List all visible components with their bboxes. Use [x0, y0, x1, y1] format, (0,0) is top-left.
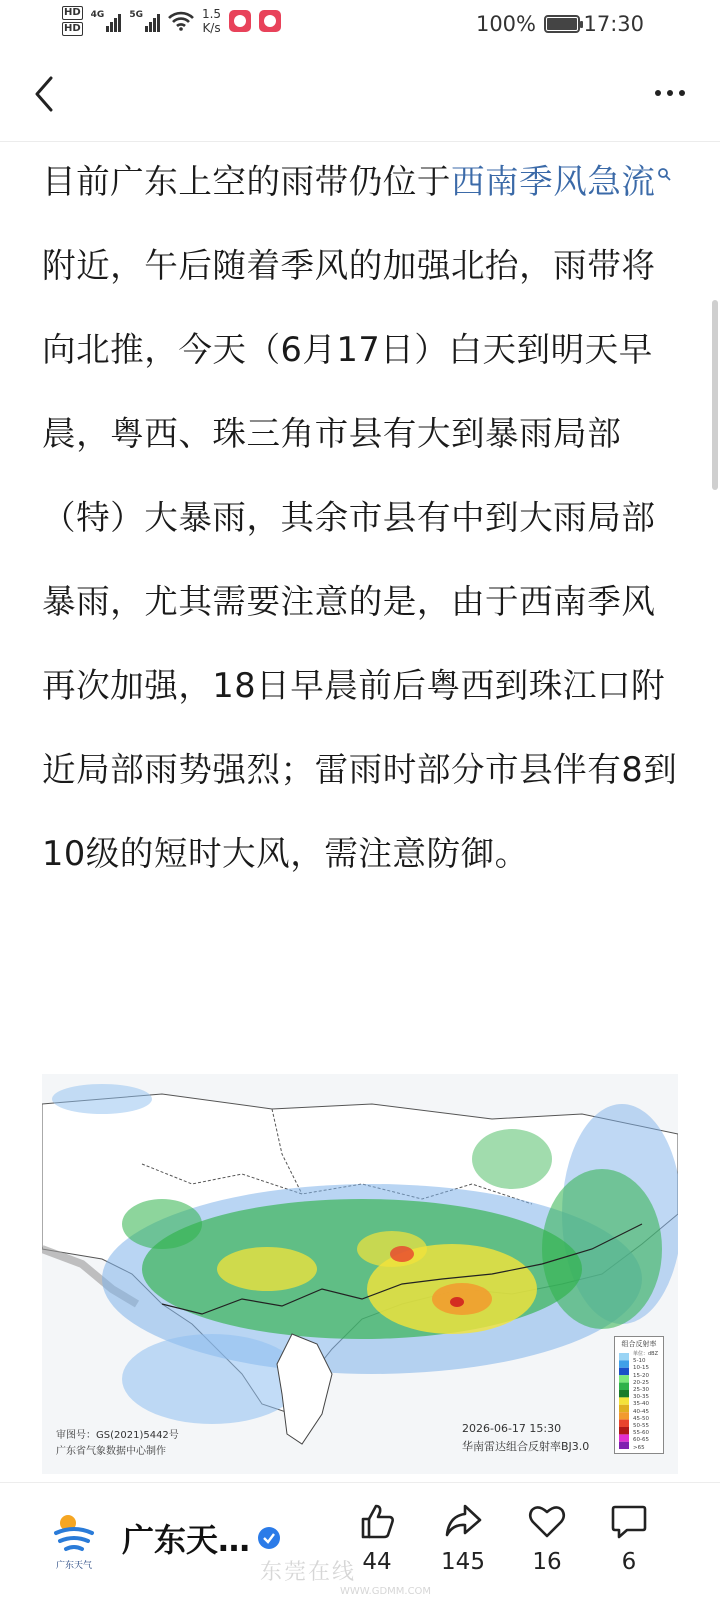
hd-badge: HD [64, 7, 81, 18]
legend-title: 组合反射率 [621, 1340, 657, 1348]
back-button[interactable] [24, 72, 64, 116]
clock: 17:30 [583, 12, 644, 36]
app-notification-icon [259, 10, 281, 32]
legend-value: >65 [633, 1444, 645, 1451]
comment-bubble-icon [609, 1501, 649, 1541]
network-type-label: 4G [90, 10, 105, 20]
sun-cloud-logo-icon [46, 1509, 102, 1555]
legend-value: 25-30 [633, 1387, 649, 1394]
map-approval-number: 审图号：GS(2021)5442号 [56, 1430, 179, 1441]
radar-map-image[interactable] [42, 1074, 678, 1474]
legend-value: 20-25 [633, 1379, 649, 1386]
speed-unit: K/s [202, 21, 221, 35]
scrollbar[interactable] [712, 300, 718, 490]
share-button[interactable] [428, 1501, 498, 1575]
battery-group [476, 12, 580, 36]
map-producer: 广东省气象数据中心制作 [56, 1446, 166, 1457]
legend-value: 15-20 [633, 1372, 649, 1379]
verified-badge-icon [258, 1527, 280, 1549]
author-avatar[interactable] [46, 1509, 102, 1571]
author-name: 广东天… [122, 1521, 251, 1559]
topic-link-label: 西南季风急流 [450, 162, 656, 202]
more-dot [679, 90, 685, 96]
logo-label: 广东天气 [55, 1561, 92, 1571]
signal-icon [91, 10, 122, 32]
thumbs-up-icon [357, 1501, 397, 1541]
legend-value: 10-15 [633, 1365, 649, 1372]
wifi-icon [168, 11, 194, 31]
like-button[interactable] [342, 1501, 412, 1575]
bottom-action-bar [0, 1482, 720, 1600]
legend-value: 60-65 [633, 1437, 649, 1444]
app-notification-icon [229, 10, 251, 32]
legend-labels [633, 1351, 658, 1452]
battery-icon [544, 15, 580, 33]
radar-datetime: 2026-06-17 15:30 [462, 1422, 562, 1435]
legend-color-scale [619, 1353, 629, 1449]
comment-button[interactable] [594, 1501, 664, 1575]
signal-icon [129, 10, 160, 32]
topic-link[interactable] [451, 162, 671, 201]
legend-value: 30-35 [633, 1394, 649, 1401]
more-options-button[interactable] [648, 78, 692, 108]
legend-value: 50-55 [633, 1423, 649, 1430]
status-left-group [62, 6, 281, 36]
comment-count: 6 [621, 1549, 637, 1575]
radar-legend [614, 1336, 664, 1454]
article-text: 目前广东上空的雨带仍位于 [42, 162, 451, 202]
legend-value: 55-60 [633, 1430, 649, 1437]
legend-unit: 单位：dBZ [633, 1351, 659, 1357]
speed-value: 1.5 [201, 7, 222, 21]
battery-percent: 100% [475, 12, 536, 36]
legend-value: 5-10 [633, 1358, 646, 1365]
favorite-button[interactable] [512, 1501, 582, 1575]
radar-map-graphic [42, 1074, 678, 1474]
heart-icon [527, 1501, 567, 1541]
more-dot [667, 90, 673, 96]
watermark-url: WWW.GDMM.COM [340, 1586, 432, 1597]
share-arrow-icon [443, 1501, 483, 1541]
legend-value: 35-40 [633, 1401, 649, 1408]
like-count: 44 [362, 1549, 392, 1575]
watermark-text: 东莞在线 [260, 1560, 357, 1585]
status-bar [0, 0, 720, 50]
radar-product-name: 华南雷达组合反射率BJ3.0 [462, 1440, 590, 1453]
network-speed [202, 7, 221, 35]
favorite-count: 16 [532, 1549, 562, 1575]
legend-value: 40-45 [633, 1408, 649, 1415]
article-text: 附近，午后随着季风的加强北抬，雨带将向北推，今天（6月17日）白天到明天早晨，粤西、珠三角市县有大到暴雨局部（特）大暴雨，其余市县有中到大雨局部暴雨，尤其需要注意的是，由于西南季风再次加强，18日早晨前后粤西到珠江口附近局部雨势强烈；雷雨时部分市县伴有8到10级的短时大风，需注意防御。 [42, 246, 678, 874]
more-dot [655, 90, 661, 96]
article-body [42, 128, 678, 896]
hd-badge: HD [64, 23, 81, 34]
legend-value: 45-50 [633, 1415, 649, 1422]
share-count: 145 [441, 1549, 485, 1575]
network-type-label: 5G [129, 10, 143, 20]
chevron-left-icon [33, 76, 55, 112]
search-icon [657, 128, 671, 142]
hd-indicators [62, 6, 83, 36]
author-name-group[interactable] [122, 1515, 280, 1561]
